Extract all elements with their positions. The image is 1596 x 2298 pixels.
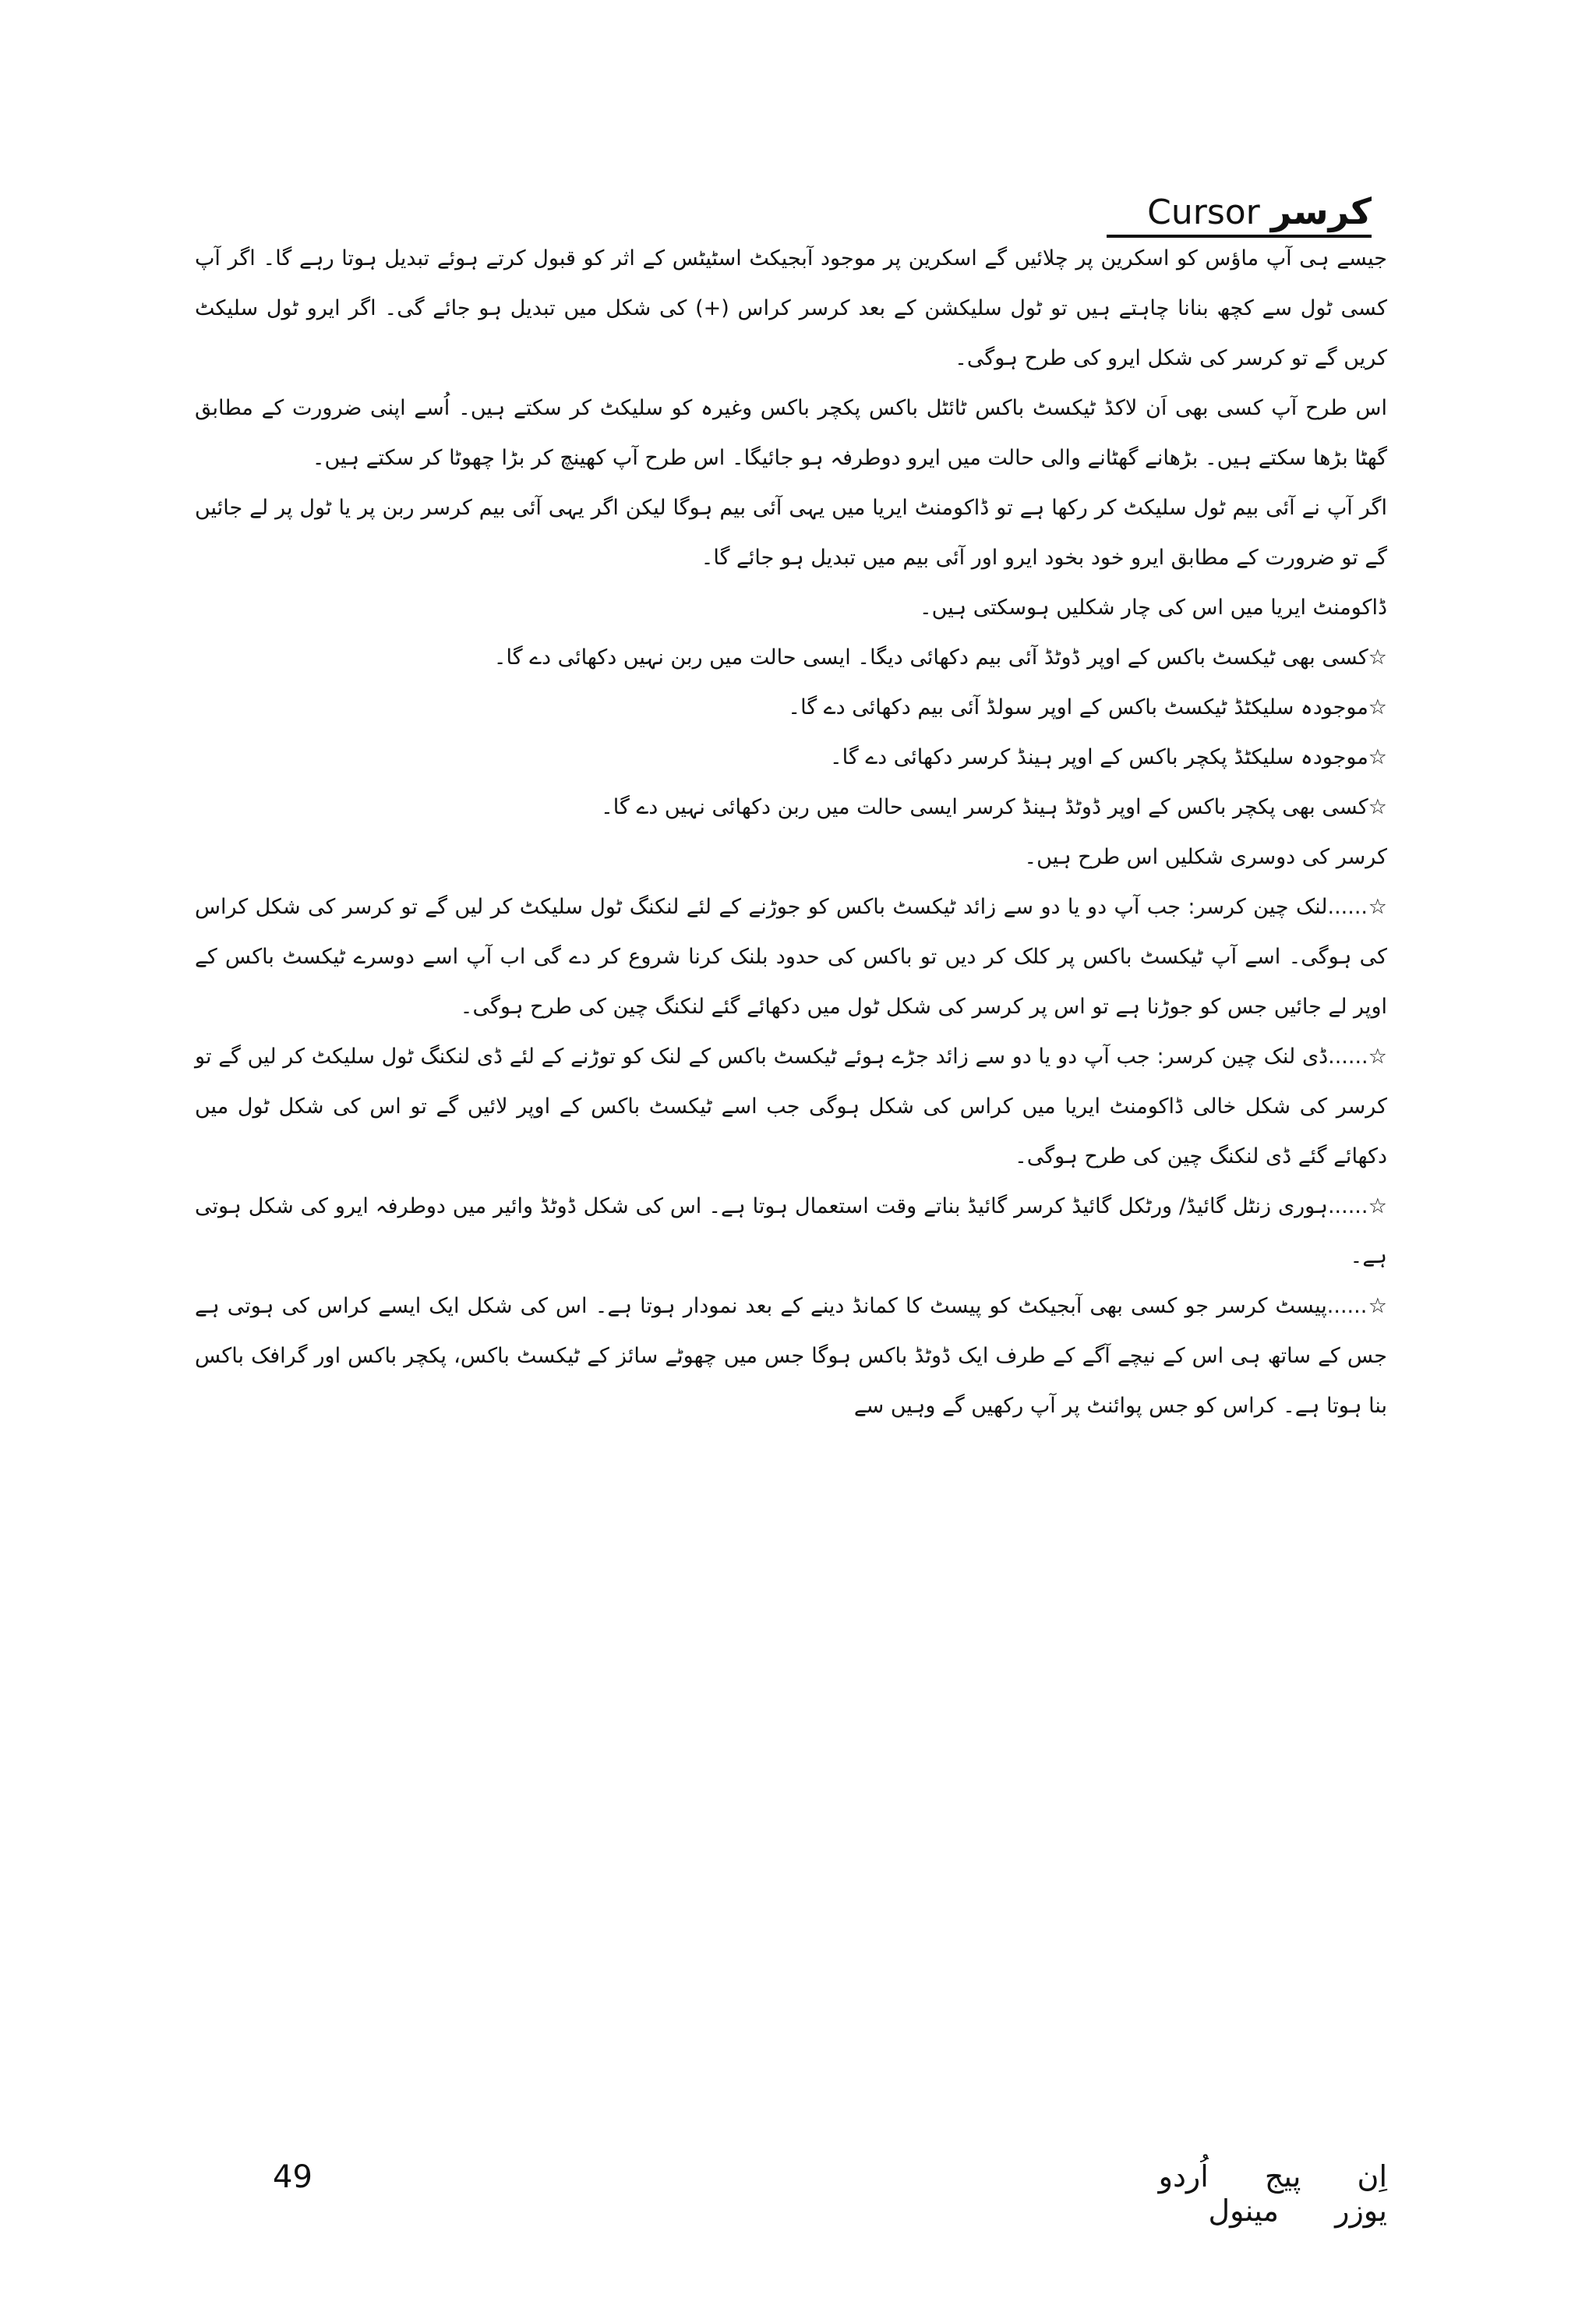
heading-latin: Cursor [1147,192,1260,232]
section-heading [1107,168,1372,238]
shape-bullet-4: ☆کسی بھی پکچر باکس کے اوپر ڈوٹڈ ہینڈ کرسر ایسی حالت میں ربن دکھائی نہیں دے گا۔ [600,795,1387,819]
other-shapes-intro: کرسر کی دوسری شکلیں اس طرح ہیں۔ [1024,845,1387,869]
shape-bullet-2: ☆موجودہ سلیکٹڈ ٹیکسٹ باکس کے اوپر سولڈ آئی بیم دکھائی دے گا۔ [788,695,1387,719]
cursor-bullet-delink-chain: ☆......ڈی لنک چین کرسر: جب آپ دو یا دو سے زائد جڑے ہوئے ٹیکسٹ باکس کے لنک کو توڑنے کے لئے ڈی لنکنگ ٹول سلیکٹ کر لیں گے تو کرسر کی شکل خالی ڈاکومنٹ ایریا میں کراس کی شکل ہوگی جب اسے ٹیکسٹ باکس کے اوپر لائیں گے تو اس کی شکل ٹول میں دکھائے گئے ڈی لنکنگ چین کی طرح ہوگی۔ [195,1045,1387,1168]
heading-urdu: کرسر [1270,190,1372,233]
cursor-bullet-link-chain: ☆......لنک چین کرسر: جب آپ دو یا دو سے زائد ٹیکسٹ باکس کو جوڑنے کے لئے لنکنگ ٹول سلیکٹ کر لیں گے تو کرسر کی شکل کراس کی ہوگی۔ اسے آپ ٹیکسٹ باکس پر کلک کر دیں تو باکس کی حدود بلنک کرنا شروع کر دے گی اب آپ اسے دوسرے ٹیکسٹ باکس کے اوپر لے جائیں جس کو جوڑنا ہے تو اس پر کرسر کی شکل ٹول میں دکھائے گئے لنکنگ چین کی طرح ہوگی۔ [195,895,1387,1019]
paragraph-1: جیسے ہی آپ ماؤس کو اسکرین پر چلائیں گے اسکرین پر موجود آبجیکٹ اسٹیٹس کے اثر کو قبول کرتے ہوئے تبدیل ہوتا رہے گا۔ اگر آپ کسی ٹول سے کچھ بنانا چاہتے ہیں تو ٹول سلیکشن کے بعد کرسر کراس (+) کی شکل میں تبدیل ہو جائے گی۔ اگر ایرو ٹول سلیکٹ کریں گے تو کرسر کی شکل ایرو کی طرح ہوگی۔ [195,246,1387,370]
shape-bullet-3: ☆موجودہ سلیکٹڈ پکچر باکس کے اوپر ہینڈ کرسر دکھائی دے گا۔ [829,745,1387,769]
shapes-intro: ڈاکومنٹ ایریا میں اس کی چار شکلیں ہوسکتی ہیں۔ [919,596,1387,620]
page-number: 49 [273,2159,312,2195]
cursor-bullet-guide: ☆......ہوری زنٹل گائیڈ/ ورٹکل گائیڈ کرسر گائیڈ بناتے وقت استعمال ہوتا ہے۔ اس کی شکل ڈوٹڈ وائیر میں دوطرفہ ایرو کی شکل ہوتی ہے۔ [195,1194,1387,1268]
body-text [195,234,1387,1431]
cursor-bullet-paste: ☆......پیسٹ کرسر جو کسی بھی آبجیکٹ کو پیسٹ کا کمانڈ دینے کے بعد نمودار ہوتا ہے۔ اس کی شکل ایک ایسے کراس کی ہوتی ہے جس کے ساتھ ہی اس کے نیچے آگے کے طرف ایک ڈوٹڈ باکس ہوگا جس میں چھوٹے سائز کے ٹیکسٹ باکس، پکچر باکس اور گرافک باکس بنا ہوتا ہے۔ کراس کو جس پوائنٹ پر آپ رکھیں گے وہیں سے [195,1294,1387,1418]
page-footer [0,2159,1596,2228]
paragraph-2: اس طرح آپ کسی بھی اَن لاکڈ ٹیکسٹ باکس ٹائٹل باکس پکچر باکس وغیرہ کو سلیکٹ کر سکتے ہیں۔ اُسے اپنی ضرورت کے مطابق گھٹا بڑھا سکتے ہیں۔ بڑھانے گھٹانے والی حالت میں ایرو دوطرفہ ہو جائیگا۔ اس طرح آپ کھینچ کر بڑا چھوٹا کر سکتے ہیں۔ [195,396,1387,470]
footer-title: اِن پیج اُردو یوزر مینول [1158,2159,1387,2228]
shape-bullet-1: ☆کسی بھی ٹیکسٹ باکس کے اوپر ڈوٹڈ آئی بیم دکھائی دیگا۔ ایسی حالت میں ربن نہیں دکھائی دے گا۔ [493,645,1387,670]
paragraph-3: اگر آپ نے آئی بیم ٹول سلیکٹ کر رکھا ہے تو ڈاکومنٹ ایریا میں یہی آئی بیم ہوگا لیکن اگر یہی آئی بیم کرسر ربن پر یا ٹول پر لے جائیں گے تو ضرورت کے مطابق ایرو خود بخود ایرو اور آئی بیم میں تبدیل ہو جائے گا۔ [195,496,1387,570]
